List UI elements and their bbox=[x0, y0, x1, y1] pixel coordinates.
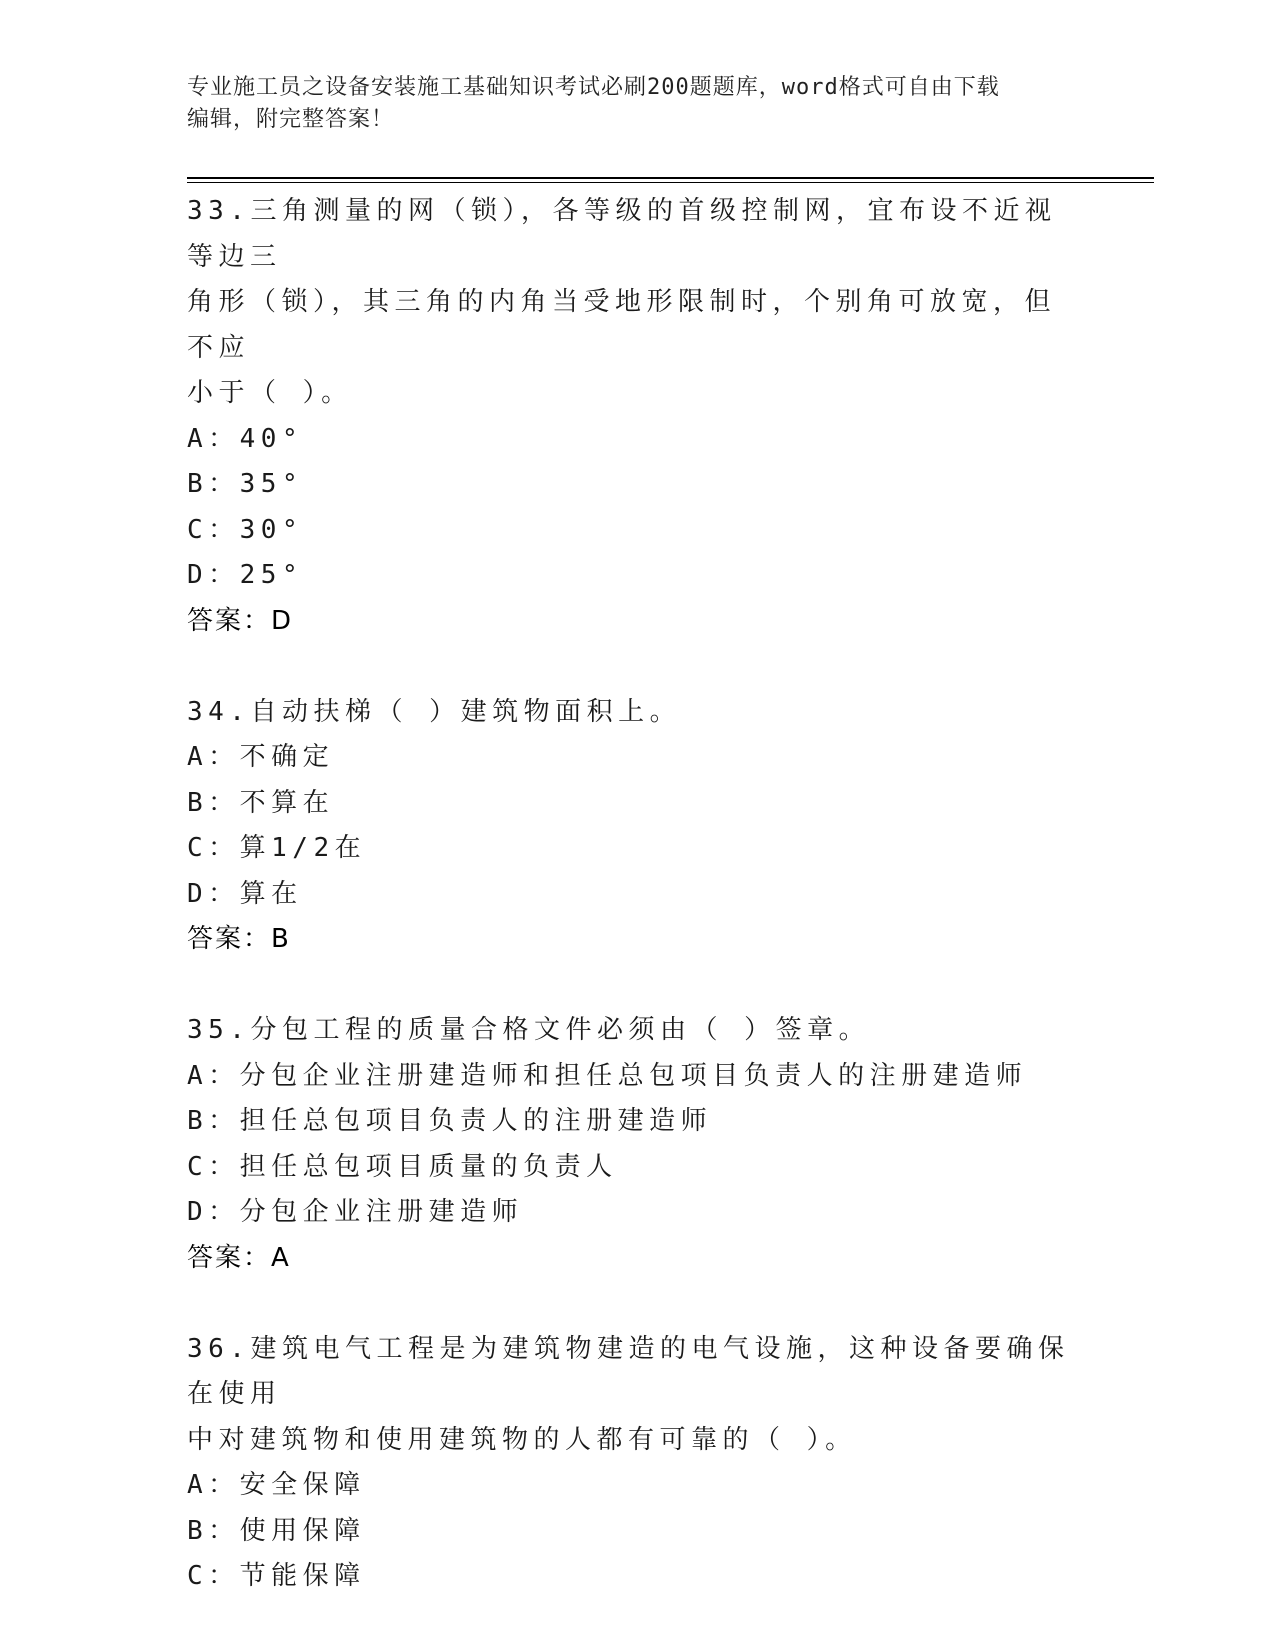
question-stem-line: 角形（锁），其三角的内角当受地形限制时，个别角可放宽，但不应 bbox=[187, 287, 1057, 363]
header-line-1: 专业施工员之设备安装施工基础知识考试必刷200题题库，word格式可自由下载 bbox=[187, 75, 1000, 100]
option-b: B：不算在 bbox=[187, 787, 335, 818]
header-line-2: 编辑，附完整答案！ bbox=[187, 107, 395, 132]
answer-line: 答案：D bbox=[187, 605, 294, 636]
answer-line: 答案：A bbox=[187, 1242, 291, 1273]
question-stem-line: 34.自动扶梯（ ）建筑物面积上。 bbox=[187, 696, 682, 727]
question-35 bbox=[187, 1008, 1087, 1281]
question-stem-line: 33.三角测量的网（锁），各等级的首级控制网，宜布设不近视等边三 bbox=[187, 196, 1057, 272]
option-d: D：算在 bbox=[187, 878, 303, 909]
document-header bbox=[187, 72, 1067, 136]
option-b: B：使用保障 bbox=[187, 1515, 366, 1546]
question-spacer bbox=[187, 963, 1087, 1009]
option-b: B：35° bbox=[187, 469, 304, 499]
option-c: C：30° bbox=[187, 514, 304, 545]
question-stem-line: 中对建筑物和使用建筑物的人都有可靠的（ ）。 bbox=[187, 1424, 857, 1455]
option-d: D：分包企业注册建造师 bbox=[187, 1197, 524, 1227]
question-stem-line: 36.建筑电气工程是为建筑物建造的电气设施，这种设备要确保在使用 bbox=[187, 1333, 1070, 1409]
question-spacer bbox=[187, 1281, 1087, 1327]
option-a: A：分包企业注册建造师和担任总包项目负责人的注册建造师 bbox=[187, 1060, 1028, 1091]
question-stem-line: 小于（ ）。 bbox=[187, 378, 353, 408]
question-33 bbox=[187, 189, 1087, 644]
header-divider-thick bbox=[187, 177, 1154, 179]
answer-line: 答案：B bbox=[187, 924, 291, 954]
question-stem-line: 35.分包工程的质量合格文件必须由（ ）签章。 bbox=[187, 1015, 871, 1045]
question-list bbox=[187, 189, 1087, 1600]
option-a: A：不确定 bbox=[187, 742, 335, 772]
option-a: A：40° bbox=[187, 423, 304, 454]
question-36 bbox=[187, 1327, 1087, 1600]
question-spacer bbox=[187, 644, 1087, 690]
header-divider-thin bbox=[187, 182, 1154, 183]
question-34 bbox=[187, 690, 1087, 963]
option-a: A：安全保障 bbox=[187, 1470, 366, 1500]
option-d: D：25° bbox=[187, 560, 304, 590]
option-c: C：担任总包项目质量的负责人 bbox=[187, 1151, 618, 1182]
option-c: C：节能保障 bbox=[187, 1561, 366, 1591]
option-b: B：担任总包项目负责人的注册建造师 bbox=[187, 1106, 713, 1136]
option-c: C：算1/2在 bbox=[187, 833, 367, 863]
